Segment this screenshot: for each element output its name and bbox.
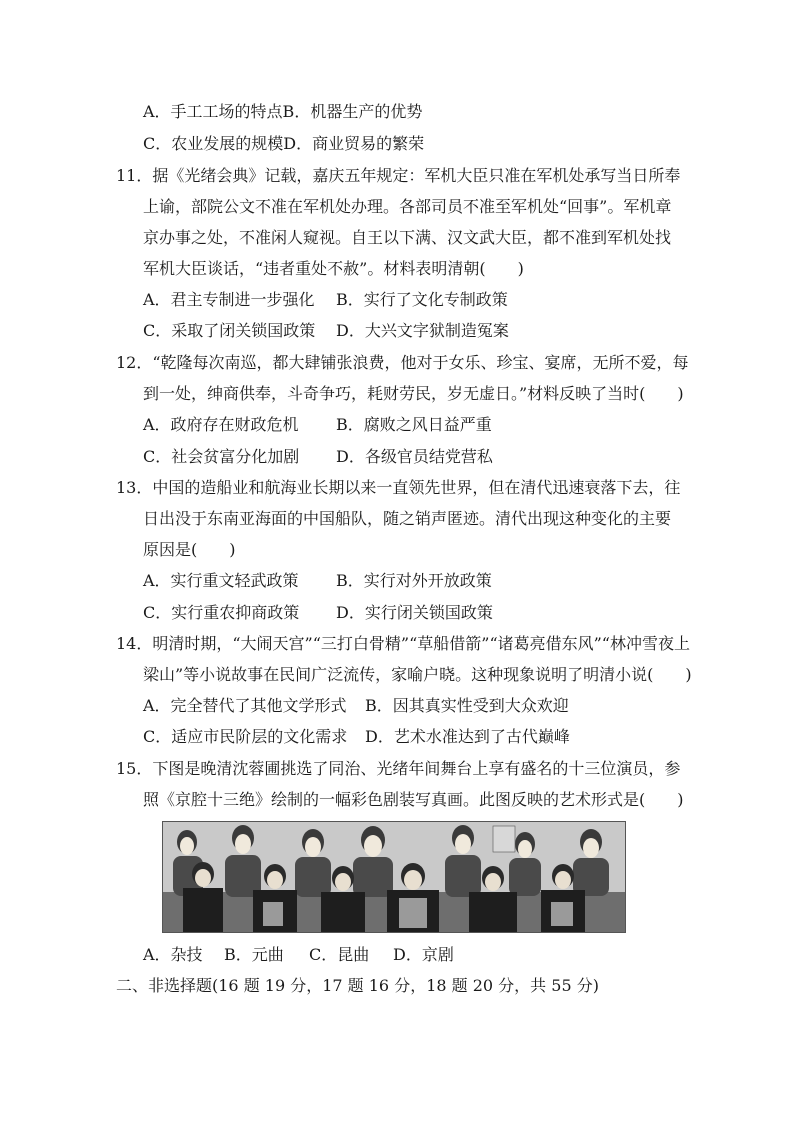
q11-option-d: D．大兴文字狱制造冤案 [336, 321, 509, 340]
q15-stem-line1: 15．下图是晚清沈蓉圃挑选了同治、光绪年间舞台上享有盛名的十三位演员，参 [116, 759, 681, 778]
q11-stem-line3: 京办事之处，不准闲人窥视。自王以下满、汉文武大臣，都不准到军机处找 [143, 228, 672, 247]
q15-option-c: C．昆曲 [309, 945, 370, 964]
q11-stem-line1: 11．据《光绪会典》记载，嘉庆五年规定：军机大臣只准在军机处承写当日所奉 [116, 166, 681, 185]
q14-stem-line1: 14．明清时期，“大闹天宫”“三打白骨精”“草船借箭”“诸葛亮借东风”“林冲雪夜上 [116, 634, 690, 653]
q15-stem-line2: 照《京腔十三绝》绘制的一幅彩色剧装写真画。此图反映的艺术形式是( ) [143, 790, 684, 809]
q11-option-b: B．实行了文化专制政策 [336, 290, 508, 309]
q11-stem-line2: 上谕，部院公文不准在军机处办理。各部司员不准至军机处“回事”。军机章 [143, 197, 672, 216]
opera-performers-painting [162, 821, 626, 933]
q12-stem-line2: 到一处，绅商供奉，斗奇争巧，耗财劳民，岁无虚日。”材料反映了当时( ) [143, 384, 684, 403]
q10-option-ab: A．手工工场的特点B．机器生产的优势 [143, 102, 423, 121]
q13-stem-line1: 13．中国的造船业和航海业长期以来一直领先世界，但在清代迅速衰落下去，往 [116, 478, 681, 497]
q14-option-b: B．因其真实性受到大众欢迎 [365, 696, 569, 715]
q13-option-b: B．实行对外开放政策 [336, 571, 492, 590]
q10-option-cd: C．农业发展的规模D．商业贸易的繁荣 [143, 134, 425, 153]
q13-stem-line3: 原因是( ) [143, 540, 236, 559]
q15-option-b: B．元曲 [224, 945, 284, 964]
q12-stem-line1: 12．“乾隆每次南巡，都大肆铺张浪费，他对于女乐、珍宝、宴席，无所不爱，每 [116, 353, 689, 372]
q12-option-d: D．各级官员结党营私 [336, 447, 493, 466]
q15-option-a: A．杂技 [143, 945, 203, 964]
q11-option-a: A．君主专制进一步强化 [143, 290, 315, 309]
q14-option-d: D．艺术水准达到了古代巅峰 [365, 727, 570, 746]
q13-option-d: D．实行闭关锁国政策 [336, 603, 493, 622]
q14-option-c: C．适应市民阶层的文化需求 [143, 727, 348, 746]
q14-stem-line2: 梁山”等小说故事在民间广泛流传，家喻户晓。这种现象说明了明清小说( ) [143, 665, 692, 684]
painting-illustration [163, 822, 625, 932]
q11-stem-line4: 军机大臣谈话，“违者重处不赦”。材料表明清朝( ) [143, 259, 524, 278]
q13-option-a: A．实行重文轻武政策 [143, 571, 299, 590]
q12-option-c: C．社会贫富分化加剧 [143, 447, 300, 466]
q13-stem-line2: 日出没于东南亚海面的中国船队，随之销声匿迹。清代出现这种变化的主要 [143, 509, 672, 528]
q13-option-c: C．实行重农抑商政策 [143, 603, 300, 622]
q11-option-c: C．采取了闭关锁国政策 [143, 321, 316, 340]
q14-option-a: A．完全替代了其他文学形式 [143, 696, 347, 715]
q12-option-b: B．腐败之风日益严重 [336, 415, 492, 434]
q12-option-a: A．政府存在财政危机 [143, 415, 299, 434]
section2-heading: 二、非选择题(16 题 19 分，17 题 16 分，18 题 20 分，共 55 分) [116, 976, 599, 995]
q15-option-d: D．京剧 [393, 945, 454, 964]
